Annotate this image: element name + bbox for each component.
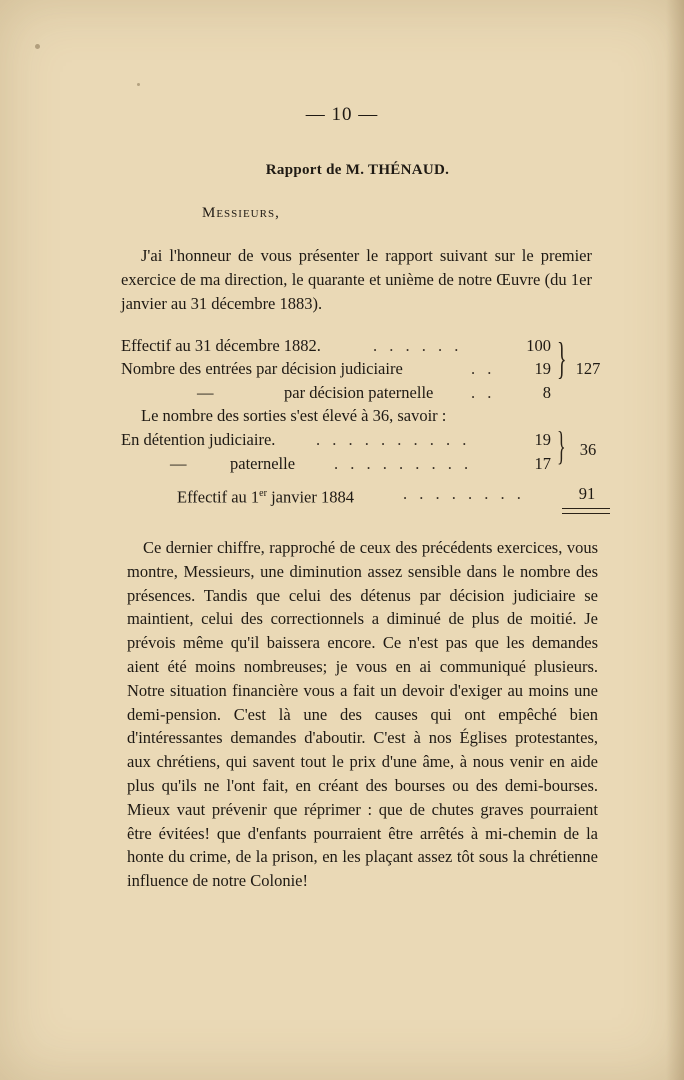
group-total: 36	[579, 440, 597, 459]
group-total: 127	[575, 359, 601, 378]
ledger-label: En détention judiciaire.	[121, 430, 276, 449]
final-label-pre: Effectif au 1	[177, 487, 260, 507]
final-label-sup: er	[259, 488, 267, 499]
dot-leader: . . . . . .	[373, 336, 463, 355]
ledger-row-sorties-judiciaire	[121, 428, 551, 452]
ledger-row-effectif-1884	[121, 482, 601, 506]
ink-speck	[137, 83, 140, 86]
ledger-value: 19	[534, 359, 551, 378]
statistics-ledger	[121, 334, 601, 519]
salutation: Messieurs,	[202, 205, 280, 221]
dot-leader: . .	[471, 359, 496, 378]
dot-leader: . . . . . . . . . .	[316, 430, 471, 449]
ledger-row-entrees-paternelle	[121, 381, 551, 405]
dot-leader: . . . . . . . .	[403, 484, 525, 503]
ink-speck	[35, 44, 40, 49]
dot-leader: . .	[471, 383, 496, 402]
dot-leader: . . . . . . . . .	[334, 454, 473, 473]
ledger-label	[177, 482, 354, 510]
ledger-value: 8	[542, 383, 551, 402]
ledger-row-effectif-1882	[121, 334, 551, 358]
final-total: 91	[578, 484, 596, 503]
brace-right: }	[557, 334, 567, 383]
ledger-sorties-line	[121, 404, 601, 428]
page-number: — 10 —	[305, 104, 379, 125]
body-paragraph: Ce dernier chiffre, rapproché de ceux des précédents exercices, vous montre, Messieurs, une diminution assez sensible dans le nombre des présences. Tandis que celui des détenus par décision judiciaire se maintient, celui des correctionnels a diminué de plus de moitié. Je prévois même qu'il baissera encore. Ce n'est pas que les demandes aient été moins nombreuses; je vous en ai communiqué plusieurs. Notre situation financière vous a fait un devoir d'exiger au moins une demi-pension. C'est là une des causes qui ont empêché bien d'intéressantes demandes d'aboutir. C'est à nos Églises protestantes, aux chrétiens, qui savent tout le prix d'une âme, à nous venir en aide plus qu'ils ne l'ont fait, en créant des bourses ou des demi-bourses. Mieux vaut prévenir que réprimer : que de chutes graves pourraient être évitées! que d'enfants pourraient être arrêtés à mi-chemin de la honte du crime, de la prison, en les plaçant assez tôt sous la chrétienne influence de notre Colonie!	[127, 538, 598, 891]
intro-paragraph: J'ai l'honneur de vous présenter le rapport suivant sur le premier exercice de ma direction, le quarante et unième de notre Œuvre (du 1er janvier au 31 décembre 1883).	[121, 246, 592, 313]
ledger-label: paternelle	[230, 454, 296, 473]
ditto-dash: —	[197, 383, 214, 402]
ledger-label: Le nombre des sorties s'est élevé à 36, savoir :	[141, 406, 447, 425]
ledger-label: Nombre des entrées par décision judiciaire	[121, 359, 403, 378]
ledger-row-entrees-judiciaire	[121, 357, 551, 381]
ledger-value: 100	[526, 336, 551, 355]
ledger-value: 17	[534, 454, 551, 473]
ledger-label: Effectif au 31 décembre 1882.	[121, 336, 321, 355]
final-label-post: janvier 1884	[266, 487, 354, 507]
ditto-dash: —	[170, 454, 187, 473]
total-double-rule	[562, 508, 610, 514]
brace-right: }	[557, 423, 566, 468]
ledger-value: 19	[534, 430, 551, 449]
report-title: Rapport de M. THÉNAUD.	[265, 162, 450, 178]
ledger-row-sorties-paternelle	[121, 452, 551, 476]
ledger-label: par décision paternelle	[284, 383, 434, 402]
